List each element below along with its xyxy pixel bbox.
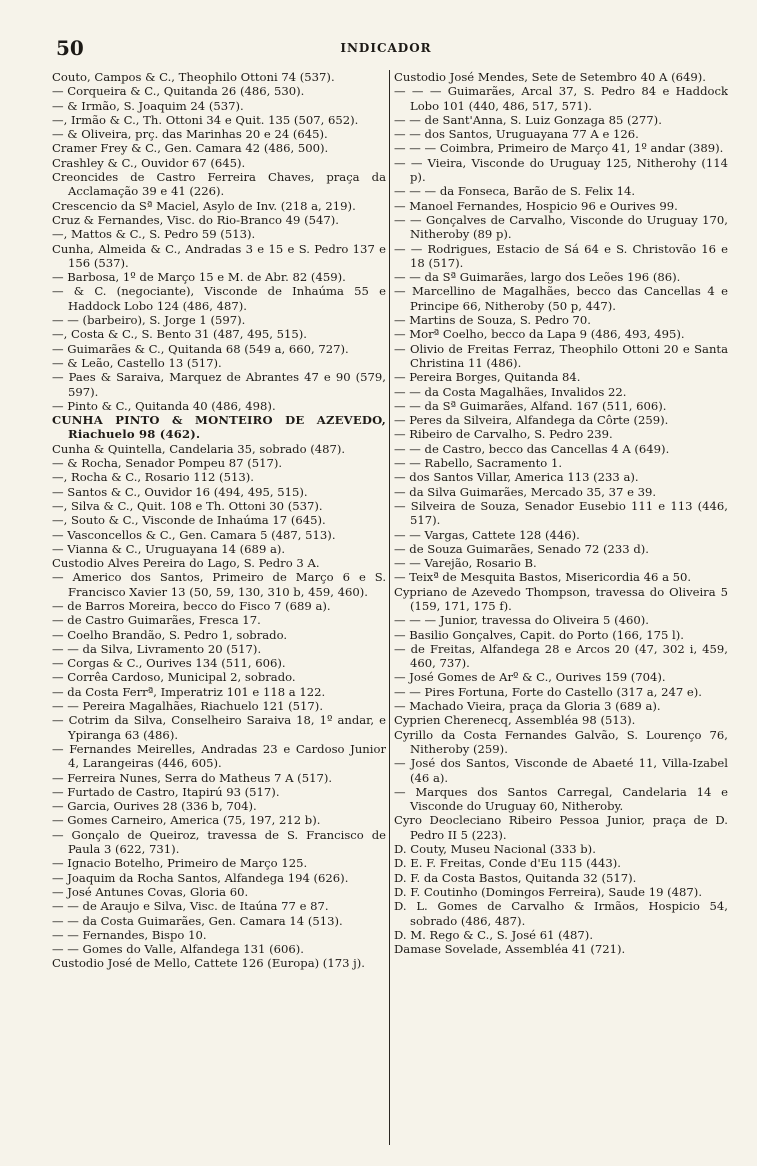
directory-entry: — Corrêa Cardoso, Municipal 2, sobrado. [52,670,296,685]
directory-entry: — — — Junior, travessa do Oliveira 5 (460). [394,613,649,628]
directory-entry: — — Fernandes, Bispo 10. [52,927,207,942]
directory-entry: — Morª Coelho, becco da Lapa 9 (486, 493, 495). [394,327,685,342]
directory-entry: — Gomes Carneiro, America (75, 197, 212 b). [52,813,321,828]
directory-entry: Cunha & Quintella, Candelaria 35, sobrado (487). [52,441,346,456]
directory-entry: — — da Costa Guimarães, Gen. Camara 14 (513). [52,913,343,928]
directory-entry: — Paes & Saraiva, Marquez de Abrantes 47 e 90 (579, 597). [52,370,386,399]
directory-entry: — Vasconcellos & C., Gen. Camara 5 (487, 513). [52,527,336,542]
directory-entry: — Basilio Gonçalves, Capit. do Porto (166, 175 l). [394,627,684,642]
directory-entry: — da Costa Ferrª, Imperatriz 101 e 118 a 122. [52,684,326,699]
directory-entry: — Pereira Borges, Quitanda 84. [394,370,581,385]
directory-entry: — & Rocha, Senador Pompeu 87 (517). [52,456,283,471]
directory-entry: — & Irmão, S. Joaquim 24 (537). [52,98,244,113]
directory-entry: — Machado Vieira, praça da Gloria 3 (689 a). [394,699,661,714]
directory-entry: D. Couty, Museu Nacional (333 b). [394,842,596,857]
directory-entry: — Teixª de Mesquita Bastos, Misericordia 46 a 50. [394,570,692,585]
directory-entry: — Americo dos Santos, Primeiro de Março 6 e S. Francisco Xavier 13 (50, 59, 130, 310 b, 459, 460). [52,570,386,599]
directory-entry: CUNHA PINTO & MONTEIRO DE AZEVEDO, Riachuelo 98 (462). [52,413,386,442]
directory-entry: — — Gonçalves de Carvalho, Visconde do Uruguay 170, Nitheroby (89 p). [394,212,728,242]
directory-entry: — & Leão, Castello 13 (517). [52,355,222,370]
directory-entry: — Peres da Silveira, Alfandega da Côrte (259). [394,413,669,428]
directory-entry: — — da Silva, Livramento 20 (517). [52,641,262,656]
directory-entry: — Silveira de Souza, Senador Eusebio 111 e 113 (446, 517). [394,498,728,528]
directory-entry: — — de Sant'Anna, S. Luiz Gonzaga 85 (277). [394,112,662,127]
directory-entry: Custodio José Mendes, Sete de Setembro 40 A (649). [394,70,706,84]
directory-entry: D. F. Coutinho (Domingos Ferreira), Saude 19 (487). [394,884,703,899]
directory-entry: — — Rabello, Sacramento 1. [394,456,563,471]
directory-entry: — — (barbeiro), S. Jorge 1 (597). [52,313,246,328]
directory-entry: — — — Coimbra, Primeiro de Março 41, 1º andar (389). [394,141,724,156]
directory-entry: Crashley & C., Ouvidor 67 (645). [52,155,246,170]
right-column [394,70,728,1150]
directory-entry: — — da Costa Magalhães, Invalidos 22. [394,384,627,399]
directory-entry: Crescencio da Sª Maciel, Asylo de Inv. (218 a, 219). [52,198,356,213]
directory-entry: — Joaquim da Rocha Santos, Alfandega 194 (626). [52,870,349,885]
directory-entry: — — da Sª Guimarães, largo dos Leões 196 (86). [394,270,681,285]
directory-entry: — — — Guimarães, Arcal 37, S. Pedro 84 e Haddock Lobo 101 (440, 486, 517, 571). [394,84,728,113]
directory-entry: D. M. Rego & C., S. José 61 (487). [394,927,594,942]
directory-entry: — & C. (negociante), Visconde de Inhaúma 55 e Haddock Lobo 124 (486, 487). [52,284,386,313]
directory-entry: Cyro Deocleciano Ribeiro Pessoa Junior, praça de D. Pedro II 5 (223). [394,813,728,842]
directory-entry: —, Rocha & C., Rosario 112 (513). [52,470,254,485]
directory-entry: — — Vieira, Visconde do Uruguay 125, Nitherohy (114 p). [394,155,728,185]
directory-entry: — — Gomes do Valle, Alfandega 131 (606). [52,942,304,957]
directory-entry: Couto, Campos & C., Theophilo Ottoni 74 (537). [52,70,335,84]
page-number: 50 [56,36,84,60]
directory-entry: — Ribeiro de Carvalho, S. Pedro 239. [394,427,613,442]
directory-entry: — dos Santos Villar, America 113 (233 a). [394,470,639,485]
directory-entry: — Garcia, Ourives 28 (336 b, 704). [52,799,257,814]
directory-entry: —, Costa & C., S. Bento 31 (487, 495, 515). [52,327,307,342]
directory-entry: — Guimarães & C., Quitanda 68 (549 a, 660, 727). [52,341,349,356]
directory-entry: — Corqueira & C., Quitanda 26 (486, 530). [52,84,305,99]
directory-entry: Cruz & Fernandes, Visc. do Rio-Branco 49 (547). [52,212,339,227]
left-column [52,70,386,1150]
directory-entry: — José dos Santos, Visconde de Abaeté 11, Villa-Izabel (46 a). [394,756,728,785]
directory-entry: — Fernandes Meirelles, Andradas 23 e Cardoso Junior 4, Larangeiras (446, 605). [52,741,386,771]
directory-entry: — Pinto & C., Quitanda 40 (486, 498). [52,398,276,413]
directory-entry: — — da Sª Guimarães, Alfand. 167 (511, 606). [394,398,667,413]
directory-columns [52,70,730,1150]
directory-entry: — de Freitas, Alfandega 28 e Arcos 20 (47, 302 i, 459, 460, 737). [394,641,728,671]
directory-entry: — Santos & C., Ouvidor 16 (494, 495, 515). [52,484,308,499]
directory-entry: — de Castro Guimarães, Fresca 17. [52,613,261,628]
directory-entry: — Vianna & C., Uruguayana 14 (689 a). [52,541,286,556]
directory-entry: — — Pereira Magalhães, Riachuelo 121 (517). [52,699,324,714]
directory-entry: — Coelho Brandão, S. Pedro 1, sobrado. [52,627,288,642]
directory-entry: — Marques dos Santos Carregal, Candelaria 14 e Visconde do Uruguay 60, Nitheroby. [394,784,728,814]
directory-entry: — Ignacio Botelho, Primeiro de Março 125. [52,856,308,871]
page-header [56,36,716,58]
directory-entry: — Olivio de Freitas Ferraz, Theophilo Ottoni 20 e Santa Christina 11 (486). [394,341,728,370]
directory-entry: — de Souza Guimarães, Senado 72 (233 d). [394,541,649,556]
directory-entry: — José Antunes Covas, Gloria 60. [52,884,249,899]
directory-entry: D. L. Gomes de Carvalho & Irmãos, Hospicio 54, sobrado (486, 487). [394,899,728,928]
directory-entry: Damase Sovelade, Assembléa 41 (721). [394,942,626,957]
directory-entry: Creoncides de Castro Ferreira Chaves, praça da Acclamação 39 e 41 (226). [52,170,386,199]
directory-entry: — — de Araujo e Silva, Visc. de Itaúna 77 e 87. [52,899,329,914]
directory-entry: Cramer Frey & C., Gen. Camara 42 (486, 500). [52,141,329,156]
directory-entry: — & Oliveira, prç. das Marinhas 20 e 24 (645). [52,127,328,142]
directory-entry: — Cotrim da Silva, Conselheiro Saraiva 18, 1º andar, e Ypiranga 63 (486). [52,713,386,742]
directory-entry: — Marcellino de Magalhães, becco das Cancellas 4 e Principe 66, Nitheroby (50 p, 447). [394,284,728,313]
directory-entry: — — — da Fonseca, Barão de S. Felix 14. [394,184,636,199]
directory-entry: Cyrillo da Costa Fernandes Galvão, S. Lourenço 76, Nitheroby (259). [394,727,728,756]
directory-entry: Custodio José de Mello, Cattete 126 (Europa) (173 j). [52,956,365,971]
directory-entry: Cyprien Cherenecq, Assembléa 98 (513). [394,713,636,728]
directory-entry: — — de Castro, becco das Cancellas 4 A (649). [394,441,670,456]
directory-entry: — — Varejão, Rosario B. [394,556,537,571]
directory-entry: — — Pires Fortuna, Forte do Castello (317 a, 247 e). [394,684,702,699]
directory-entry: — Gonçalo de Queiroz, travessa de S. Francisco de Paula 3 (622, 731). [52,827,386,857]
directory-entry: —, Souto & C., Visconde de Inhaúma 17 (645). [52,513,326,528]
directory-entry: Custodio Alves Pereira do Lago, S. Pedro 3 A. [52,556,320,571]
directory-entry: — Ferreira Nunes, Serra do Matheus 7 A (517). [52,770,333,785]
directory-entry: Cypriano de Azevedo Thompson, travessa do Oliveira 5 (159, 171, 175 f). [394,584,728,613]
directory-entry: —, Irmão & C., Th. Ottoni 34 e Quit. 135 (507, 652). [52,112,359,127]
directory-entry: — Martins de Souza, S. Pedro 70. [394,313,591,328]
directory-entry: — — Rodrigues, Estacio de Sá 64 e S. Christovão 16 e 18 (517). [394,241,728,270]
directory-entry: — de Barros Moreira, becco do Fisco 7 (689 a). [52,598,331,613]
directory-entry: Cunha, Almeida & C., Andradas 3 e 15 e S. Pedro 137 e 156 (537). [52,241,386,270]
directory-entry: — — dos Santos, Uruguayana 77 A e 126. [394,127,639,142]
directory-entry: — Barbosa, 1º de Março 15 e M. de Abr. 82 (459). [52,270,346,285]
directory-entry: — José Gomes de Arº & C., Ourives 159 (704). [394,670,666,685]
directory-entry: —, Silva & C., Quit. 108 e Th. Ottoni 30 (537). [52,498,323,513]
directory-entry: — da Silva Guimarães, Mercado 35, 37 e 39. [394,484,657,499]
directory-entry: — — Vargas, Cattete 128 (446). [394,527,580,542]
directory-entry: — Manoel Fernandes, Hospicio 96 e Ourives 99. [394,198,678,213]
directory-entry: D. F. da Costa Bastos, Quitanda 32 (517). [394,870,637,885]
directory-entry: D. E. F. Freitas, Conde d'Eu 115 (443). [394,856,621,871]
running-title: INDICADOR [340,41,432,55]
directory-entry: —, Mattos & C., S. Pedro 59 (513). [52,227,256,242]
directory-entry: — Furtado de Castro, Itapirú 93 (517). [52,784,280,799]
column-divider [389,70,390,1145]
directory-entry: — Corgas & C., Ourives 134 (511, 606). [52,656,286,671]
